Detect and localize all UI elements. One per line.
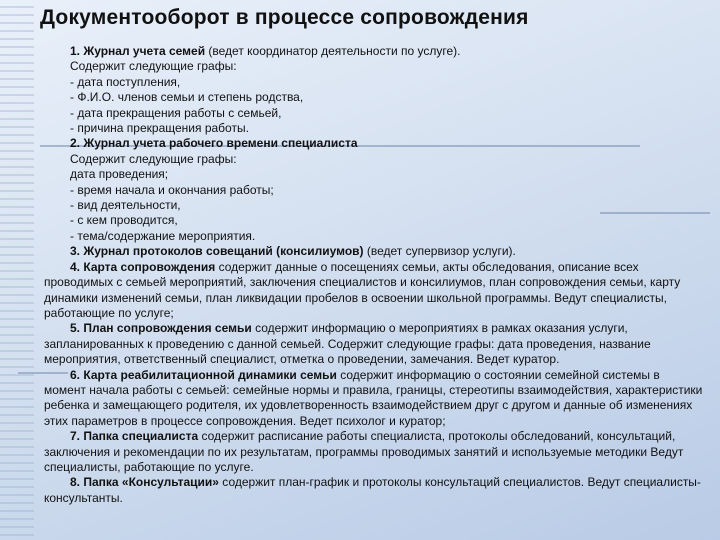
list-item: - дата прекращения работы с семьей,	[70, 105, 282, 120]
section-heading: 8. Папка «Консультации»	[70, 475, 219, 490]
section-intro: Содержит следующие графы:	[70, 59, 237, 74]
section-heading: 2. Журнал учета рабочего времени специалиста	[70, 136, 358, 151]
section-heading: 3. Журнал протоколов совещаний (консилиумов)	[70, 244, 364, 259]
document-list	[44, 44, 704, 506]
section-text: содержит данные о посещениях семьи, акты обследования, описание всех проводимых с семьей мероприятий, заключения специалистов и консилиумов, план сопровождения семьи, карту динамики изменений семьи, план ликвидации пробелов в освоении школьной программы. Ведут специалисты, работающие по услуге;	[44, 259, 681, 320]
list-item: - вид деятельности,	[70, 198, 181, 213]
section-heading: 4. Карта сопровождения	[70, 259, 216, 274]
section-3-heading-line	[44, 244, 704, 259]
section-intro: Содержит следующие графы:	[70, 151, 237, 166]
section-text: содержит информацию о состоянии семейной системы в момент начала работы с семьей: семейные нормы и правила, границы, стереотипы взаимодействия, характеристики ребенка и замещающего родителя, их удовлетворенность взаимодействием друг с другом и данные об изменениях этих параметров в процессе сопровождения. Ведет психолог и куратор;	[44, 367, 703, 428]
section-4-paragraph	[44, 260, 704, 322]
section-2-heading-line	[44, 136, 704, 151]
section-heading: 6. Карта реабилитационной динамики семьи	[70, 367, 337, 382]
section-note: (ведет координатор деятельности по услуге).	[205, 44, 461, 58]
list-item: - причина прекращения работы.	[70, 121, 249, 136]
slide-title: Документооборот в процессе сопровождения	[40, 6, 529, 29]
section-5-paragraph	[44, 321, 704, 367]
section-heading: 5. План сопровождения семьи	[70, 321, 252, 336]
section-heading: 7. Папка специалиста	[70, 429, 199, 444]
section-6-paragraph	[44, 368, 704, 430]
list-item: - дата поступления,	[70, 74, 181, 89]
section-8-paragraph	[44, 475, 704, 506]
section-text: содержит расписание работы специалиста, протоколы обследований, консультаций, заключения и рекомендации по их результатам, программы проводимых занятий и используемые методики Ведут специалисты, работающие по услуге.	[44, 429, 684, 474]
section-note: (ведет супервизор услуги).	[363, 244, 516, 259]
list-item: дата проведения;	[70, 167, 169, 182]
decorative-stripes	[0, 0, 34, 540]
section-text: содержит информацию о мероприятиях в рамках оказания услуги, запланированных к проведению с данной семьей. Содержит следующие графы: дата проведения, название мероприятия, ответственный специалист, отметка о проведении, замечания. Ведет куратор.	[44, 321, 651, 367]
section-1-heading-line	[44, 44, 704, 59]
section-text: содержит план-график и протоколы консультаций специалистов. Ведут специалисты-консультанты.	[44, 475, 701, 505]
list-item: - тема/содержание мероприятия.	[70, 228, 256, 243]
list-item: - Ф.И.О. членов семьи и степень родства,	[70, 90, 304, 105]
list-item: - время начала и окончания работы;	[70, 182, 274, 197]
list-item: - с кем проводится,	[70, 213, 178, 228]
section-heading: 1. Журнал учета семей	[70, 44, 206, 58]
section-7-paragraph	[44, 429, 704, 475]
